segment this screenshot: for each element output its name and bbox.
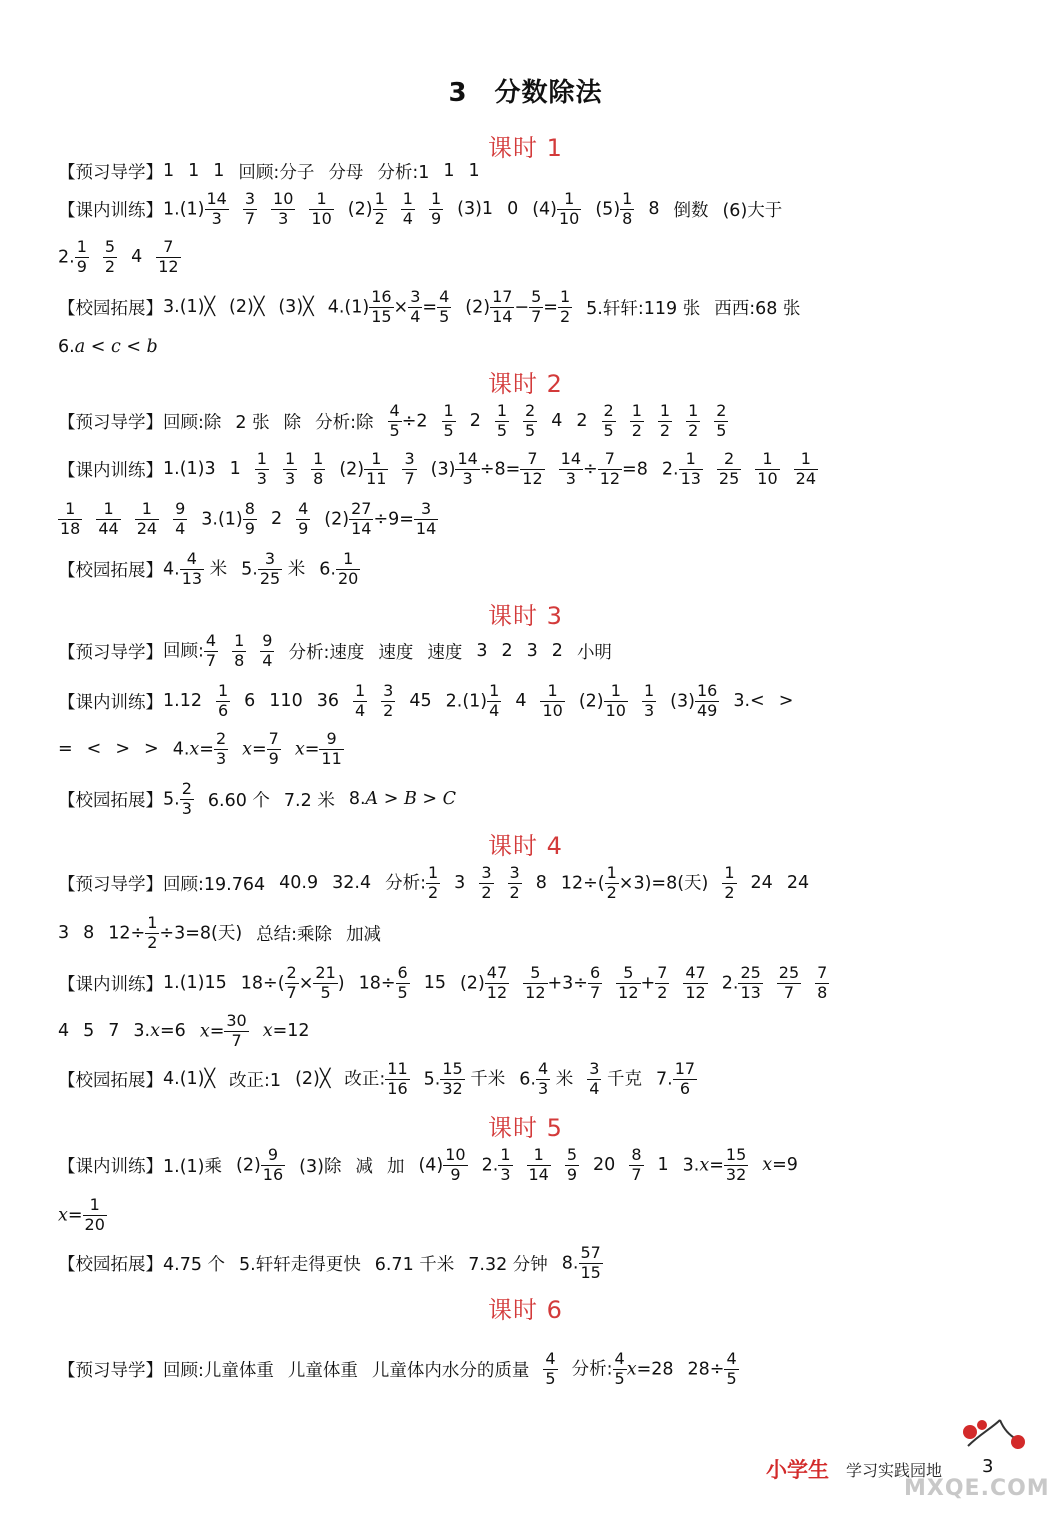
answer-line: 【预习导学】 回顾:儿童体重 儿童体重 儿童体内水分的质量 $\frac{4}{5}$ 分析: $\frac{4}{5}$ x=28 28÷ $\frac{4}{5}$ <box>58 1348 737 1388</box>
label-kenei: 【课内训练】 <box>58 200 163 221</box>
section-heading-1: 课时 1 <box>488 134 563 162</box>
label-xiaoyuan: 【校园拓展】 <box>58 560 163 581</box>
answer-line: 【预习导学】 回顾:除 2 张 除 分析:除 $\frac{4}{5}$ ÷2 $\frac{1}{5}$ 2 $\frac{1}{5}$ $\frac{2}{5}$ 4 2 $\frac{2}{5}$ $\frac{1}{2}$ $\frac{1}{2}$ $\frac{1}{2}$ $\frac{2}{5}$ <box>58 400 727 440</box>
answer-line: x= $\frac{1}{20}$ <box>58 1194 105 1234</box>
label-yuxi: 【预习导学】 <box>58 874 163 895</box>
footer <box>760 1416 1040 1516</box>
brand-name: 小学生 <box>766 1458 829 1482</box>
answer-line: $\frac{1}{18}$ $\frac{1}{44}$ $\frac{1}{24}$ $\frac{9}{4}$ 3.(1) $\frac{8}{9}$ 2 $\frac{4}{9}$ (2) $\frac{27}{14}$ ÷9= $\frac{3}{14}$ <box>60 498 437 538</box>
brand-subtitle: 学习实践园地 <box>846 1461 943 1480</box>
answer-line: = < > > 4.x= $\frac{2}{3}$ x= $\frac{7}{9}$ x= $\frac{9}{11}$ <box>58 728 342 768</box>
answer-line: 【课内训练】 1.(1) $\frac{14}{3}$ $\frac{3}{7}$ $\frac{10}{3}$ $\frac{1}{10}$ (2) $\frac{1}{2}$ $\frac{1}{4}$ $\frac{1}{9}$ (3)1 0 (4) $\frac{1}{10}$ (5) $\frac{1}{8}$ 8 倒数 (6)大于 <box>58 188 783 228</box>
label-yuxi: 【预习导学】 <box>58 1360 163 1381</box>
label-xiaoyuan: 【校园拓展】 <box>58 790 163 811</box>
answer-line: 2. $\frac{1}{9}$ $\frac{5}{2}$ 4 $\frac{7}{12}$ <box>58 236 179 276</box>
answer-line: 3 8 12÷ $\frac{1}{2}$ ÷3=8(天) 总结:乘除 加减 <box>58 912 382 952</box>
watermark: MXQE.COM <box>904 1476 1050 1501</box>
chapter-title: 3 分数除法 <box>448 78 603 108</box>
answer-line: 【校园拓展】 4.(1)╳ 改正:1 (2)╳ 改正: $\frac{11}{16}$ 5. $\frac{15}{32}$ 千米 6. $\frac{4}{3}$ 米 $\frac{3}{4}$ 千克 7. $\frac{17}{6}$ <box>58 1058 696 1098</box>
answer-line: 6.a < c < b <box>58 337 158 357</box>
cherry-decoration-icon <box>960 1416 1030 1456</box>
answer-line: 4 5 7 3.x=6 x= $\frac{30}{7}$ x=12 <box>58 1010 310 1050</box>
label-kenei: 【课内训练】 <box>58 1156 163 1177</box>
section-heading-4: 课时 4 <box>488 832 563 860</box>
label-xiaoyuan: 【校园拓展】 <box>58 1070 163 1091</box>
answer-line: 【预习导学】 回顾:19.764 40.9 32.4 分析: $\frac{1}{2}$ 3 $\frac{3}{2}$ $\frac{3}{2}$ 8 12÷( $\frac{1}{2}$ ×3)=8(天) $\frac{1}{2}$ 24 24 <box>58 862 810 902</box>
section-heading-5: 课时 5 <box>488 1114 563 1142</box>
answer-line: 【校园拓展】 5. $\frac{2}{3}$ 6.60 个 7.2 米 8.A > B > C <box>58 778 457 818</box>
label-kenei: 【课内训练】 <box>58 974 163 995</box>
section-heading-6: 课时 6 <box>488 1296 563 1324</box>
label-yuxi: 【预习导学】 <box>58 162 163 183</box>
label-kenei: 【课内训练】 <box>58 692 163 713</box>
answer-line: 【校园拓展】 4.75 个 5.轩轩走得更快 6.71 千米 7.32 分钟 8. $\frac{57}{15}$ <box>58 1242 601 1282</box>
section-heading-3: 课时 3 <box>488 602 563 630</box>
answer-line: 【课内训练】 1.(1)乘 (2) $\frac{9}{16}$ (3)除 减 加 (4) $\frac{10}{9}$ 2. $\frac{1}{3}$ $\frac{1}{14}$ $\frac{5}{9}$ 20 $\frac{8}{7}$ 1 3.x= $\frac{15}{32}$ x=9 <box>58 1144 798 1184</box>
answer-line: 【预习导学】 回顾: $\frac{4}{7}$ $\frac{1}{8}$ $\frac{9}{4}$ 分析:速度 速度 速度 3 2 3 2 小明 <box>58 630 612 670</box>
page-number: 3 <box>982 1456 994 1477</box>
answer-line: 【课内训练】 1.12 $\frac{1}{6}$ 6 110 36 $\frac{1}{4}$ $\frac{3}{2}$ 45 2.(1) $\frac{1}{4}$ 4 $\frac{1}{10}$ (2) $\frac{1}{10}$ $\frac{1}{3}$ (3) $\frac{16}{49}$ 3.< > <box>58 680 794 720</box>
answer-line: 【课内训练】 1.(1)15 18÷( $\frac{2}{7}$ × $\frac{21}{5}$ ) 18÷ $\frac{6}{5}$ 15 (2) $\frac{47}{12}$ $\frac{5}{12}$ +3÷ $\frac{6}{7}$ $\frac{5}{12}$ + $\frac{7}{2}$ $\frac{47}{12}$ 2. $\frac{25}{13}$ $\frac{25}{7}$ $\frac{7}{8}$ <box>58 962 828 1002</box>
answer-line: 【校园拓展】 4. $\frac{4}{13}$ 米 5. $\frac{3}{25}$ 米 6. $\frac{1}{20}$ <box>58 548 359 588</box>
section-heading-2: 课时 2 <box>488 370 563 398</box>
label-yuxi: 【预习导学】 <box>58 412 163 433</box>
answer-line: 【预习导学】 1 1 1 回顾:分子 分母 分析:1 1 1 <box>58 158 1031 184</box>
label-xiaoyuan: 【校园拓展】 <box>58 1254 163 1275</box>
label-kenei: 【课内训练】 <box>58 460 163 481</box>
answer-line: 【课内训练】 1.(1)3 1 $\frac{1}{3}$ $\frac{1}{3}$ $\frac{1}{8}$ (2) $\frac{1}{11}$ $\frac{3}{7}$ (3) $\frac{14}{3}$ ÷8= $\frac{7}{12}$ $\frac{14}{3}$ ÷ $\frac{7}{12}$ =8 2. $\frac{1}{13}$ $\frac{2}{25}$ $\frac{1}{10}$ $\frac{1}{24}$ <box>58 448 816 488</box>
answer-line: 【校园拓展】 3.(1)╳ (2)╳ (3)╳ 4.(1) $\frac{16}{15}$ × $\frac{3}{4}$ = $\frac{4}{5}$ (2) $\frac{17}{14}$ − $\frac{5}{7}$ = $\frac{1}{2}$ 5.轩轩:119 张 西西:68 张 <box>58 286 801 326</box>
label-xiaoyuan: 【校园拓展】 <box>58 298 163 319</box>
label-yuxi: 【预习导学】 <box>58 642 163 663</box>
